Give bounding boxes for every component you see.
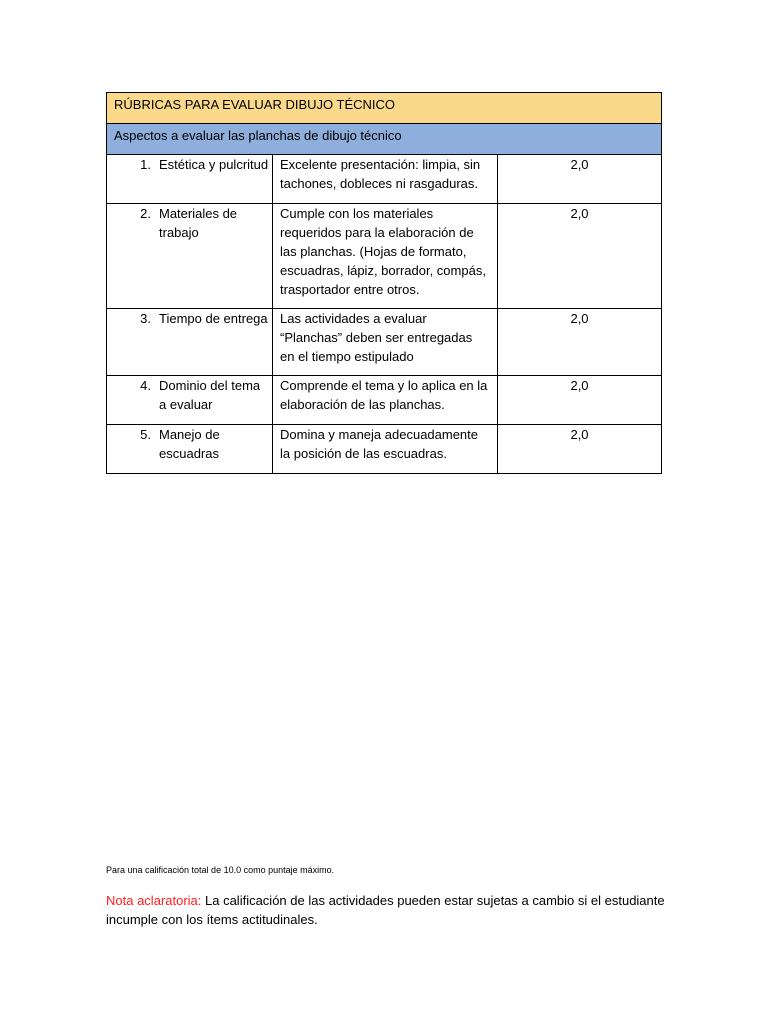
aspect-number: 5. xyxy=(140,427,151,442)
rubric-table xyxy=(106,92,662,474)
aspect-label: Tiempo de entrega xyxy=(159,311,268,326)
note-text: La calificación de las actividades pueden estar sujetas a cambio si el estudiante incumple con los ítems actitudinales. xyxy=(106,893,665,927)
score-value: 2,0 xyxy=(498,309,662,376)
aspect-number: 4. xyxy=(140,378,151,393)
title-row xyxy=(107,93,662,124)
criterion-description: Excelente presentación: limpia, sin tachones, dobleces ni rasgaduras. xyxy=(273,155,498,204)
aspect-label: Materiales de trabajo xyxy=(159,206,238,240)
criterion-description: Domina y maneja adecuadamente la posición de las escuadras. xyxy=(273,425,498,474)
aspect-cell xyxy=(107,376,273,425)
table-row xyxy=(107,204,662,309)
score-value: 2,0 xyxy=(498,376,662,425)
aspect-number: 2. xyxy=(140,206,151,221)
criterion-description: Cumple con los materiales requeridos para la elaboración de las planchas. (Hojas de formato, escuadras, lápiz, borrador, compás, trasportador entre otros. xyxy=(273,204,498,309)
aspect-cell xyxy=(107,309,273,376)
criterion-description: Las actividades a evaluar “Planchas” deben ser entregadas en el tiempo estipulado xyxy=(273,309,498,376)
score-value: 2,0 xyxy=(498,155,662,204)
score-value: 2,0 xyxy=(498,425,662,474)
table-subtitle: Aspectos a evaluar las planchas de dibujo técnico xyxy=(107,124,662,155)
table-title: RÚBRICAS PARA EVALUAR DIBUJO TÉCNICO xyxy=(107,93,662,124)
aspect-label: Manejo de escuadras xyxy=(159,427,220,461)
score-value: 2,0 xyxy=(498,204,662,309)
aspect-label: Dominio del tema a evaluar xyxy=(159,378,261,412)
note-label: Nota aclaratoria: xyxy=(106,893,202,908)
criterion-description: Comprende el tema y lo aplica en la elaboración de las planchas. xyxy=(273,376,498,425)
table-row xyxy=(107,155,662,204)
subtitle-row xyxy=(107,124,662,155)
total-score-note: Para una calificación total de 10.0 como puntaje máximo. xyxy=(106,865,335,875)
table-row xyxy=(107,425,662,474)
table-row xyxy=(107,309,662,376)
clarifying-note xyxy=(106,891,666,929)
table-row xyxy=(107,376,662,425)
aspect-number: 3. xyxy=(140,311,151,326)
aspect-label: Estética y pulcritud xyxy=(159,157,269,172)
aspect-cell xyxy=(107,155,273,204)
aspect-cell xyxy=(107,204,273,309)
aspect-number: 1. xyxy=(140,157,151,172)
aspect-cell xyxy=(107,425,273,474)
